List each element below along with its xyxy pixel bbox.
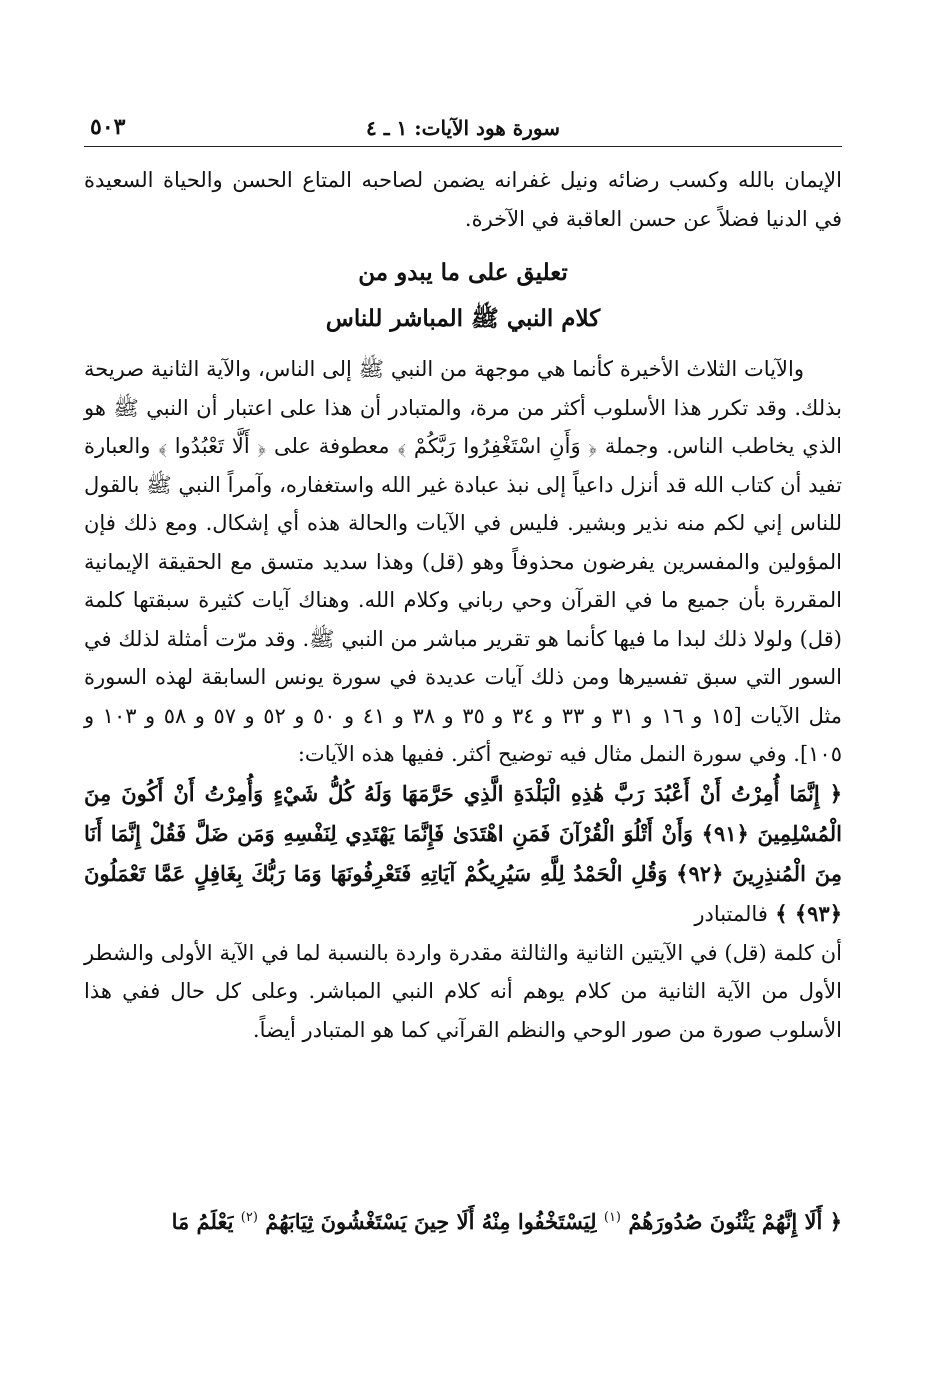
quote-close-bracket: ﴾ [775, 900, 788, 926]
closing-paragraph: أن كلمة (قل) في الآيتين الثانية والثالثة مقدرة واردة بالنسبة لما في الآية الأولى والشطر الأول من الآية الثانية من كلام يوهم أنه كلام النبي المباشر. وعلى كل حال ففي هذا الأسلوب صورة من صور الوحي والنظم القرآني كما هو المتبادر أيضاً. [84, 940, 842, 1042]
verse-open-bracket: ﴿ [829, 1209, 842, 1234]
quote-open-bracket: ﴿ [829, 780, 843, 806]
page-number: ٥٠٣ [90, 114, 126, 140]
page-content [84, 112, 842, 1049]
running-title: سورة هود الآيات: ١ ـ ٤ [365, 116, 561, 140]
quote-trailing-text: فالمتبادر [694, 901, 768, 926]
verse-part-2: لِيَسْتَخْفُوا مِنْهُ أَلَا حِينَ يَسْتَغْشُونَ ثِيَابَهُمْ [265, 1209, 597, 1234]
footnote-ref-1: (١) [603, 1210, 621, 1225]
verse-part-1: أَلَا إِنَّهُمْ يَثْنُونَ صُدُورَهُمْ [628, 1209, 823, 1234]
next-verse-line [84, 1198, 842, 1242]
page-header [84, 112, 842, 147]
quote-text: إِنَّمَا أُمِرْتُ أَنْ أَعْبُدَ رَبَّ هَٰذِهِ الْبَلْدَةِ الَّذِي حَرَّمَهَا وَلَهُ كُلُّ شَيْءٍ وَأُمِرْتُ أَنْ أَكُونَ مِنَ الْمُسْلِمِينَ ﴿٩١﴾ وَأَنْ أَتْلُوَ الْقُرْآنَ فَمَنِ اهْتَدَىٰ فَإِنَّمَا يَهْتَدِي لِنَفْسِهِ وَمَن ضَلَّ فَقُلْ إِنَّمَا أَنَا مِنَ الْمُنذِرِينَ ﴿٩٢﴾ وَقُلِ الْحَمْدُ لِلَّهِ سَيُرِيكُمْ آيَاتِهِ فَتَعْرِفُونَهَا وَمَا رَبُّكَ بِغَافِلٍ عَمَّا تَعْمَلُونَ ﴿٩٣﴾ [84, 780, 843, 926]
intro-paragraph: الإيمان بالله وكسب رضائه ونيل غفرانه يضمن لصاحبه المتاع الحسن والحياة السعيدة في الدنيا فضلاً عن حسن العاقبة في الآخرة. [84, 168, 842, 231]
body-paragraph: والآيات الثلاث الأخيرة كأنما هي موجهة من النبي ﷺ إلى الناس، والآية الثانية صريحة بذلك. وقد تكرر هذا الأسلوب أكثر من مرة، والمتبادر أن هذا على اعتبار أن النبي ﷺ هو الذي يخاطب الناس. وجملة ﴿ وَأَنِ اسْتَغْفِرُوا رَبَّكُمْ ﴾ معطوفة على ﴿ أَلَّا تَعْبُدُوا ﴾ والعبارة تفيد أن كتاب الله قد أنزل داعياً إلى نبذ عبادة غير الله واستغفاره، وآمراً النبي ﷺ بالقول للناس إني لكم منه نذير وبشير. فليس في الآيات والحالة هذه أي إشكال. ومع ذلك فإن المؤولين والمفسرين يفرضون محذوفاً وهو (قل) وهذا سديد متسق مع الحقيقة الإيمانية المقررة بأن جميع ما في القرآن وحي رباني وكلام الله. وهناك آيات كثيرة سبقتها كلمة (قل) ولولا ذلك لبدا ما فيها كأنما هو تقرير مباشر من النبي ﷺ. وقد مرّت أمثلة لذلك في السور التي سبق تفسيرها ومن ذلك آيات عديدة في سورة يونس السابقة لهذه السورة مثل الآيات [١٥ و ١٦ و ٣١ و ٣٣ و ٣٤ و ٣٥ و ٣٨ و ٤١ و ٥٠ و ٥٢ و ٥٧ و ٥٨ و ١٠٣ و ١٠٥]. وفي سورة النمل مثال فيه توضيح أكثر. ففيها هذه الآيات: [84, 357, 843, 766]
section-heading-line-1: تعليق على ما يبدو من [358, 259, 568, 286]
section-heading-line-2: كلام النبي ﷺ المباشر للناس [325, 305, 601, 332]
verse-part-3: يَعْلَمُ مَا [171, 1209, 234, 1234]
footnote-ref-2: (٢) [240, 1210, 258, 1225]
quran-quote [84, 774, 842, 934]
section-heading [84, 250, 842, 342]
